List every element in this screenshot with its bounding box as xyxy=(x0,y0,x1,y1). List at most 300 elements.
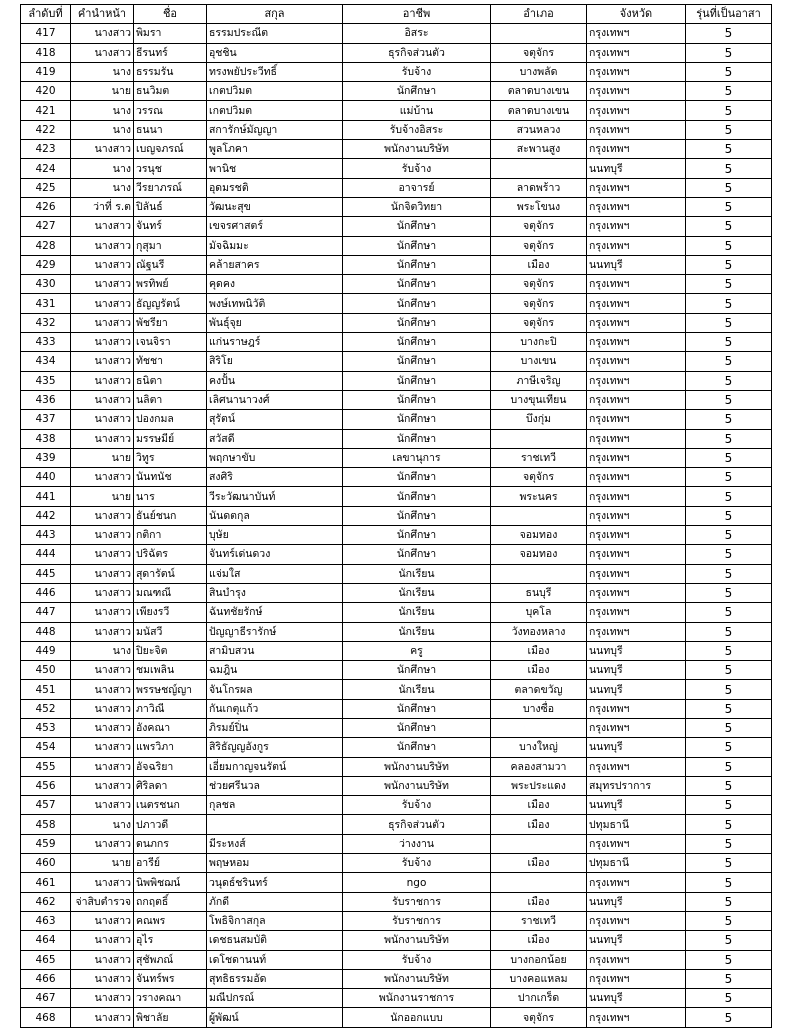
batch-cell: 5 xyxy=(686,506,772,525)
batch-cell: 5 xyxy=(686,892,772,911)
province-cell: กรุงเทพฯ xyxy=(587,178,686,197)
district-cell: บึงกุ่ม xyxy=(491,410,587,429)
batch-cell: 5 xyxy=(686,641,772,660)
occupation-cell: เลขานุการ xyxy=(343,448,491,467)
table-row xyxy=(21,661,772,680)
province-cell: กรุงเทพฯ xyxy=(587,911,686,930)
last-name-cell: ทรงพยัประวีทธิ์ xyxy=(207,62,343,81)
order-cell: 444 xyxy=(21,545,71,564)
prefix-cell: นางสาว xyxy=(71,969,134,988)
prefix-cell: นาง xyxy=(71,178,134,197)
order-cell: 427 xyxy=(21,217,71,236)
last-name-cell: วัฒนะสุข xyxy=(207,197,343,216)
occupation-cell: นักศึกษา xyxy=(343,275,491,294)
order-cell: 428 xyxy=(21,236,71,255)
first-name-cell: ธีรนทร์ xyxy=(134,43,207,62)
occupation-cell: นักศึกษา xyxy=(343,82,491,101)
first-name-cell: อังคณา xyxy=(134,718,207,737)
batch-cell: 5 xyxy=(686,43,772,62)
table-row xyxy=(21,120,772,139)
first-name-cell: พิมรา xyxy=(134,24,207,43)
district-cell xyxy=(491,873,587,892)
batch-cell: 5 xyxy=(686,371,772,390)
order-cell: 426 xyxy=(21,197,71,216)
last-name-cell xyxy=(207,815,343,834)
last-name-cell: พฤษหอม xyxy=(207,854,343,873)
occupation-cell: นักจิตวิทยา xyxy=(343,197,491,216)
prefix-cell: นางสาว xyxy=(71,931,134,950)
prefix-cell: นางสาว xyxy=(71,873,134,892)
occupation-cell: นักศึกษา xyxy=(343,255,491,274)
occupation-cell: รับจ้าง xyxy=(343,159,491,178)
last-name-cell: กันเกตุแก้ว xyxy=(207,699,343,718)
last-name-cell: ฉันทชัยรักษ์ xyxy=(207,603,343,622)
province-cell: กรุงเทพฯ xyxy=(587,564,686,583)
order-cell: 445 xyxy=(21,564,71,583)
occupation-cell: พนักงานบริษัท xyxy=(343,757,491,776)
occupation-cell: นักเรียน xyxy=(343,603,491,622)
province-cell: กรุงเทพฯ xyxy=(587,526,686,545)
district-cell: บางขุนเทียน xyxy=(491,390,587,409)
prefix-cell: นางสาว xyxy=(71,583,134,602)
last-name-cell: คุดคง xyxy=(207,275,343,294)
district-cell: เมือง xyxy=(491,796,587,815)
table-row xyxy=(21,24,772,43)
last-name-cell: โพธิจิกาสกุล xyxy=(207,911,343,930)
last-name-cell: แก่นราษฎร์ xyxy=(207,333,343,352)
table-row xyxy=(21,873,772,892)
table-row xyxy=(21,1008,772,1027)
order-cell: 454 xyxy=(21,738,71,757)
prefix-cell: นางสาว xyxy=(71,680,134,699)
last-name-cell: แจ่มใส xyxy=(207,564,343,583)
batch-cell: 5 xyxy=(686,294,772,313)
order-cell: 468 xyxy=(21,1008,71,1027)
province-cell: กรุงเทพฯ xyxy=(587,101,686,120)
table-row xyxy=(21,526,772,545)
first-name-cell: พรทิพย์ xyxy=(134,275,207,294)
order-cell: 455 xyxy=(21,757,71,776)
first-name-cell: ปิลันธ์ xyxy=(134,197,207,216)
occupation-cell: ว่างงาน xyxy=(343,834,491,853)
prefix-cell: นางสาว xyxy=(71,796,134,815)
first-name-cell: ดนภกร xyxy=(134,834,207,853)
district-cell: จตุจักร xyxy=(491,43,587,62)
order-cell: 429 xyxy=(21,255,71,274)
last-name-cell: คงปั้น xyxy=(207,371,343,390)
last-name-cell: คล้ายสาคร xyxy=(207,255,343,274)
order-cell: 467 xyxy=(21,989,71,1008)
order-cell: 419 xyxy=(21,62,71,81)
table-row xyxy=(21,815,772,834)
province-cell: นนทบุรี xyxy=(587,159,686,178)
first-name-cell: ถกฤตธิ์ xyxy=(134,892,207,911)
header-last-name: สกุล xyxy=(207,5,343,24)
table-row xyxy=(21,410,772,429)
prefix-cell: นาย xyxy=(71,448,134,467)
province-cell: กรุงเทพฯ xyxy=(587,873,686,892)
first-name-cell: จันทร์พร xyxy=(134,969,207,988)
first-name-cell: วีรยาภรณ์ xyxy=(134,178,207,197)
last-name-cell: พันธุ์จุย xyxy=(207,313,343,332)
province-cell: กรุงเทพฯ xyxy=(587,390,686,409)
batch-cell: 5 xyxy=(686,255,772,274)
first-name-cell: เนตรชนก xyxy=(134,796,207,815)
occupation-cell: นักศึกษา xyxy=(343,217,491,236)
order-cell: 437 xyxy=(21,410,71,429)
header-row xyxy=(21,5,772,24)
first-name-cell: นิพพิชฌน์ xyxy=(134,873,207,892)
batch-cell: 5 xyxy=(686,448,772,467)
first-name-cell: ธัญญรัตน์ xyxy=(134,294,207,313)
occupation-cell: นักศึกษา xyxy=(343,294,491,313)
first-name-cell: มนัสวี xyxy=(134,622,207,641)
prefix-cell: นางสาว xyxy=(71,911,134,930)
last-name-cell: วนุดธ์ชรินทร์ xyxy=(207,873,343,892)
district-cell: สวนหลวง xyxy=(491,120,587,139)
header-occupation: อาชีพ xyxy=(343,5,491,24)
table-row xyxy=(21,487,772,506)
first-name-cell: ภาวิณี xyxy=(134,699,207,718)
occupation-cell: นักศึกษา xyxy=(343,487,491,506)
district-cell xyxy=(491,564,587,583)
header-prefix: คำนำหน้า xyxy=(71,5,134,24)
occupation-cell: นักศึกษา xyxy=(343,468,491,487)
header-province: จังหวัด xyxy=(587,5,686,24)
order-cell: 449 xyxy=(21,641,71,660)
occupation-cell: นักศึกษา xyxy=(343,371,491,390)
prefix-cell: นางสาว xyxy=(71,255,134,274)
batch-cell: 5 xyxy=(686,757,772,776)
district-cell: ตลาดบางเขน xyxy=(491,101,587,120)
first-name-cell: เบญจภรณ์ xyxy=(134,140,207,159)
last-name-cell: เกตปวิมต xyxy=(207,101,343,120)
district-cell: จตุจักร xyxy=(491,294,587,313)
order-cell: 458 xyxy=(21,815,71,834)
first-name-cell: ทัชชา xyxy=(134,352,207,371)
header-volunteer-batch: รุ่นที่เป็นอาสา xyxy=(686,5,772,24)
first-name-cell: ปองกมล xyxy=(134,410,207,429)
last-name-cell: พฤกษาขับ xyxy=(207,448,343,467)
first-name-cell: พัชรียา xyxy=(134,313,207,332)
batch-cell: 5 xyxy=(686,275,772,294)
province-cell: กรุงเทพฯ xyxy=(587,217,686,236)
table-row xyxy=(21,197,772,216)
occupation-cell: นักเรียน xyxy=(343,680,491,699)
occupation-cell: ธุรกิจส่วนตัว xyxy=(343,815,491,834)
table-row xyxy=(21,583,772,602)
table-row xyxy=(21,545,772,564)
last-name-cell: มีระหงส์ xyxy=(207,834,343,853)
order-cell: 440 xyxy=(21,468,71,487)
province-cell: กรุงเทพฯ xyxy=(587,583,686,602)
order-cell: 438 xyxy=(21,429,71,448)
last-name-cell: สวัสดี xyxy=(207,429,343,448)
district-cell: คลองสามวา xyxy=(491,757,587,776)
district-cell xyxy=(491,834,587,853)
last-name-cell: สงศิริ xyxy=(207,468,343,487)
batch-cell: 5 xyxy=(686,950,772,969)
province-cell: ปทุมธานี xyxy=(587,854,686,873)
occupation-cell: นักศึกษา xyxy=(343,738,491,757)
district-cell: เมือง xyxy=(491,815,587,834)
volunteer-table xyxy=(20,4,772,1028)
province-cell: กรุงเทพฯ xyxy=(587,333,686,352)
order-cell: 424 xyxy=(21,159,71,178)
first-name-cell: นาร xyxy=(134,487,207,506)
batch-cell: 5 xyxy=(686,487,772,506)
table-row xyxy=(21,969,772,988)
prefix-cell: นางสาว xyxy=(71,506,134,525)
table-row xyxy=(21,255,772,274)
province-cell: กรุงเทพฯ xyxy=(587,197,686,216)
last-name-cell: สการักษ์มัญญา xyxy=(207,120,343,139)
order-cell: 430 xyxy=(21,275,71,294)
prefix-cell: นางสาว xyxy=(71,1008,134,1027)
district-cell: จอมทอง xyxy=(491,545,587,564)
province-cell: กรุงเทพฯ xyxy=(587,352,686,371)
table-row xyxy=(21,718,772,737)
occupation-cell: รับจ้าง xyxy=(343,950,491,969)
order-cell: 460 xyxy=(21,854,71,873)
first-name-cell: อารีย์ xyxy=(134,854,207,873)
prefix-cell: นางสาว xyxy=(71,275,134,294)
occupation-cell: นักศึกษา xyxy=(343,526,491,545)
batch-cell: 5 xyxy=(686,969,772,988)
occupation-cell: อาจารย์ xyxy=(343,178,491,197)
district-cell: วังทองหลาง xyxy=(491,622,587,641)
province-cell: ปทุมธานี xyxy=(587,815,686,834)
district-cell: ราชเทวี xyxy=(491,911,587,930)
province-cell: นนทบุรี xyxy=(587,641,686,660)
order-cell: 448 xyxy=(21,622,71,641)
prefix-cell: นาง xyxy=(71,101,134,120)
first-name-cell: เจนจิรา xyxy=(134,333,207,352)
province-cell: กรุงเทพฯ xyxy=(587,43,686,62)
province-cell: กรุงเทพฯ xyxy=(587,506,686,525)
batch-cell: 5 xyxy=(686,217,772,236)
prefix-cell: นางสาว xyxy=(71,352,134,371)
last-name-cell: เขจรศาสตร์ xyxy=(207,217,343,236)
last-name-cell: บุษัย xyxy=(207,526,343,545)
order-cell: 432 xyxy=(21,313,71,332)
table-row xyxy=(21,236,772,255)
table-row xyxy=(21,854,772,873)
table-row xyxy=(21,62,772,81)
table-row xyxy=(21,603,772,622)
province-cell: นนทบุรี xyxy=(587,931,686,950)
first-name-cell: วิทูร xyxy=(134,448,207,467)
last-name-cell: จันโกรผล xyxy=(207,680,343,699)
last-name-cell: เลิศนานาวงศ์ xyxy=(207,390,343,409)
order-cell: 447 xyxy=(21,603,71,622)
district-cell: บางใหญ่ xyxy=(491,738,587,757)
batch-cell: 5 xyxy=(686,661,772,680)
batch-cell: 5 xyxy=(686,989,772,1008)
province-cell: กรุงเทพฯ xyxy=(587,140,686,159)
prefix-cell: นางสาว xyxy=(71,757,134,776)
first-name-cell: เพียงรวี xyxy=(134,603,207,622)
province-cell: กรุงเทพฯ xyxy=(587,950,686,969)
prefix-cell: นางสาว xyxy=(71,526,134,545)
occupation-cell: แม่บ้าน xyxy=(343,101,491,120)
batch-cell: 5 xyxy=(686,815,772,834)
first-name-cell: วรางคณา xyxy=(134,989,207,1008)
province-cell: กรุงเทพฯ xyxy=(587,487,686,506)
batch-cell: 5 xyxy=(686,622,772,641)
prefix-cell: นางสาว xyxy=(71,622,134,641)
table-row xyxy=(21,699,772,718)
table-row xyxy=(21,390,772,409)
batch-cell: 5 xyxy=(686,178,772,197)
district-cell: เมือง xyxy=(491,931,587,950)
occupation-cell: ครู xyxy=(343,641,491,660)
batch-cell: 5 xyxy=(686,410,772,429)
first-name-cell: จันทร์ xyxy=(134,217,207,236)
occupation-cell: รับราชการ xyxy=(343,911,491,930)
first-name-cell: ธันย์ชนก xyxy=(134,506,207,525)
prefix-cell: นางสาว xyxy=(71,390,134,409)
table-row xyxy=(21,738,772,757)
prefix-cell: นาย xyxy=(71,82,134,101)
occupation-cell: นักศึกษา xyxy=(343,506,491,525)
table-row xyxy=(21,776,772,795)
order-cell: 461 xyxy=(21,873,71,892)
occupation-cell: พนักงานบริษัท xyxy=(343,931,491,950)
last-name-cell: ปัญญาธีรารักษ์ xyxy=(207,622,343,641)
occupation-cell: นักศึกษา xyxy=(343,718,491,737)
table-row xyxy=(21,275,772,294)
last-name-cell: ฉมฎิน xyxy=(207,661,343,680)
batch-cell: 5 xyxy=(686,834,772,853)
order-cell: 434 xyxy=(21,352,71,371)
last-name-cell: สินบำรุง xyxy=(207,583,343,602)
prefix-cell: นาง xyxy=(71,120,134,139)
batch-cell: 5 xyxy=(686,931,772,950)
first-name-cell: ปริฉัตร xyxy=(134,545,207,564)
batch-cell: 5 xyxy=(686,873,772,892)
batch-cell: 5 xyxy=(686,718,772,737)
last-name-cell: ผู้พัฒน์ xyxy=(207,1008,343,1027)
batch-cell: 5 xyxy=(686,197,772,216)
district-cell: บางซื่อ xyxy=(491,699,587,718)
prefix-cell: นาง xyxy=(71,159,134,178)
first-name-cell: วรนุช xyxy=(134,159,207,178)
order-cell: 422 xyxy=(21,120,71,139)
last-name-cell: เกตปวิมต xyxy=(207,82,343,101)
province-cell: กรุงเทพฯ xyxy=(587,82,686,101)
batch-cell: 5 xyxy=(686,159,772,178)
province-cell: กรุงเทพฯ xyxy=(587,545,686,564)
first-name-cell: ศิริลดา xyxy=(134,776,207,795)
prefix-cell: นางสาว xyxy=(71,661,134,680)
district-cell: จตุจักร xyxy=(491,313,587,332)
occupation-cell: นักศึกษา xyxy=(343,545,491,564)
order-cell: 418 xyxy=(21,43,71,62)
province-cell: นนทบุรี xyxy=(587,989,686,1008)
first-name-cell: ปภาวดี xyxy=(134,815,207,834)
table-row xyxy=(21,294,772,313)
table-row xyxy=(21,101,772,120)
table-row xyxy=(21,506,772,525)
occupation-cell: ngo xyxy=(343,873,491,892)
table-row xyxy=(21,911,772,930)
batch-cell: 5 xyxy=(686,101,772,120)
order-cell: 453 xyxy=(21,718,71,737)
district-cell: บางกะปิ xyxy=(491,333,587,352)
prefix-cell: นางสาว xyxy=(71,140,134,159)
province-cell: นนทบุรี xyxy=(587,892,686,911)
header-district: อำเภอ xyxy=(491,5,587,24)
order-cell: 433 xyxy=(21,333,71,352)
order-cell: 441 xyxy=(21,487,71,506)
province-cell: นนทบุรี xyxy=(587,661,686,680)
occupation-cell: รับจ้าง xyxy=(343,854,491,873)
first-name-cell: มณฑณี xyxy=(134,583,207,602)
province-cell: กรุงเทพฯ xyxy=(587,969,686,988)
occupation-cell: นักออกแบบ xyxy=(343,1008,491,1027)
table-row xyxy=(21,371,772,390)
district-cell: จตุจักร xyxy=(491,236,587,255)
table-body xyxy=(21,24,772,1027)
prefix-cell: นางสาว xyxy=(71,738,134,757)
header-order: ลำดับที่ xyxy=(21,5,71,24)
province-cell: กรุงเทพฯ xyxy=(587,757,686,776)
batch-cell: 5 xyxy=(686,82,772,101)
batch-cell: 5 xyxy=(686,390,772,409)
order-cell: 435 xyxy=(21,371,71,390)
district-cell: จตุจักร xyxy=(491,217,587,236)
batch-cell: 5 xyxy=(686,140,772,159)
province-cell: นนทบุรี xyxy=(587,680,686,699)
last-name-cell: จันทร์เด่นดวง xyxy=(207,545,343,564)
first-name-cell: อัจฉริยา xyxy=(134,757,207,776)
prefix-cell: นางสาว xyxy=(71,834,134,853)
table-row xyxy=(21,82,772,101)
table-row xyxy=(21,989,772,1008)
batch-cell: 5 xyxy=(686,62,772,81)
occupation-cell: นักศึกษา xyxy=(343,410,491,429)
district-cell: เมือง xyxy=(491,641,587,660)
order-cell: 465 xyxy=(21,950,71,969)
first-name-cell: ธรรมรัน xyxy=(134,62,207,81)
order-cell: 463 xyxy=(21,911,71,930)
district-cell: เมือง xyxy=(491,661,587,680)
province-cell: กรุงเทพฯ xyxy=(587,236,686,255)
occupation-cell: รับจ้าง xyxy=(343,796,491,815)
occupation-cell: รับราชการ xyxy=(343,892,491,911)
prefix-cell: นางสาว xyxy=(71,603,134,622)
last-name-cell: มัจฉิมมะ xyxy=(207,236,343,255)
last-name-cell: ภิรมย์ปิ่น xyxy=(207,718,343,737)
province-cell: กรุงเทพฯ xyxy=(587,371,686,390)
last-name-cell: นันดตกุล xyxy=(207,506,343,525)
batch-cell: 5 xyxy=(686,468,772,487)
occupation-cell: รับจ้างอิสระ xyxy=(343,120,491,139)
district-cell: ภาษีเจริญ xyxy=(491,371,587,390)
province-cell: กรุงเทพฯ xyxy=(587,468,686,487)
province-cell: กรุงเทพฯ xyxy=(587,62,686,81)
first-name-cell: คณพร xyxy=(134,911,207,930)
order-cell: 442 xyxy=(21,506,71,525)
last-name-cell: พงษ์เทพนิวัติ xyxy=(207,294,343,313)
occupation-cell: รับจ้าง xyxy=(343,62,491,81)
first-name-cell: สุดารัตน์ xyxy=(134,564,207,583)
district-cell: จตุจักร xyxy=(491,1008,587,1027)
table-row xyxy=(21,352,772,371)
district-cell: ธนบุรี xyxy=(491,583,587,602)
district-cell: เมือง xyxy=(491,854,587,873)
